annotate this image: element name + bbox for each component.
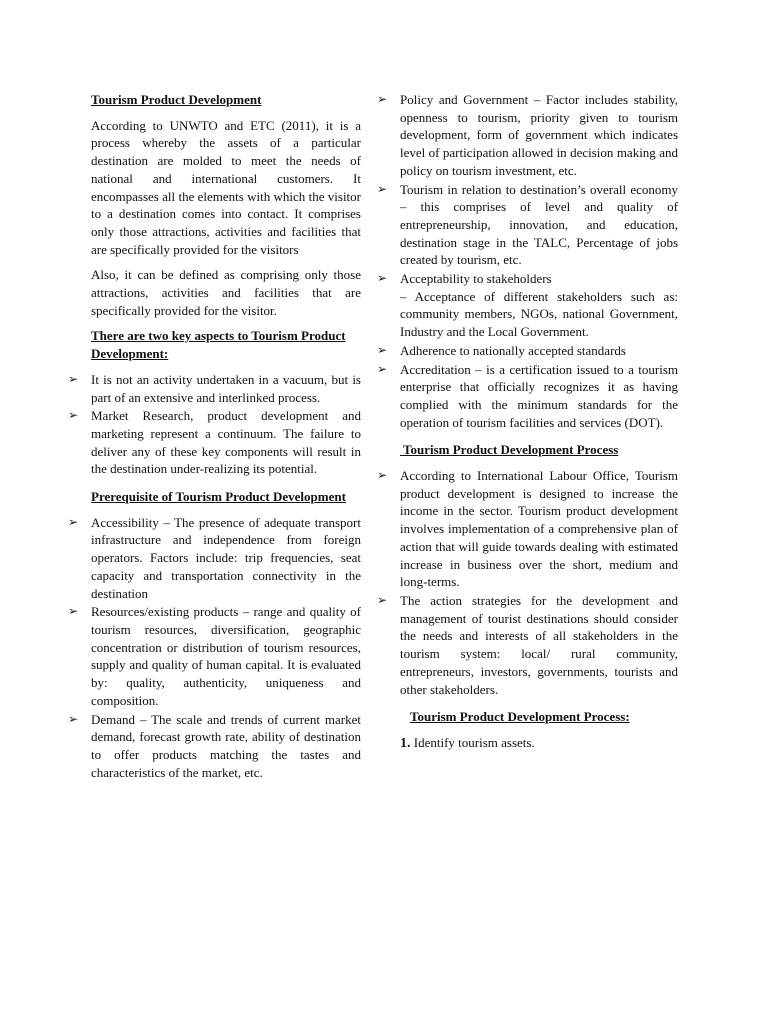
prerequisite-list [68, 514, 361, 782]
numbered-step [400, 734, 678, 753]
list-item-text: Tourism in relation to destination’s overall economy – this comprises of level and quality of entrepreneurship, innovation, and education, destination stage in the TALC, Percentage of jobs created by tourism, etc. [400, 181, 678, 268]
section-heading-development-process-steps: Tourism Product Development Process: [410, 709, 630, 725]
list-item-text: It is not an activity undertaken in a vacuum, but is part of an extensive and interlinked process. [91, 371, 361, 405]
list-item-text: Resources/existing products – range and quality of tourism resources, diversification, geographic concentration or distribution of tourism resources, supply and quality of human capital. It is evaluated by: quality, authenticity, uniqueness and composition. [91, 604, 361, 708]
arrow-bullet-icon: ➢ [377, 468, 388, 483]
arrow-bullet-icon: ➢ [68, 604, 79, 619]
list-item [377, 361, 678, 432]
section-heading-development-process: Tourism Product Development Process [400, 442, 619, 458]
list-item [68, 603, 361, 709]
arrow-bullet-icon: ➢ [377, 361, 388, 376]
arrow-bullet-icon: ➢ [377, 271, 388, 286]
right-column [377, 91, 678, 753]
process-list [377, 467, 678, 698]
section-heading-key-aspects: There are two key aspects to Tourism Product Development: [91, 328, 346, 362]
list-item [377, 91, 678, 180]
definition-paragraph: According to UNWTO and ETC (2011), it is a process whereby the assets of a particular destination are molded to meet the needs of national and international customers. It encompasses all the elements with which the visitor to a destination comes into contact. It comprises only those attractions, activities and facilities that are specifically provided for the visitors [91, 117, 361, 257]
list-item [68, 371, 361, 406]
step-text: Identify tourism assets. [410, 734, 535, 750]
list-item-text: According to International Labour Office, Tourism product development is designed to increase the income in the sector. Tourism product development involves implementation of a comprehensive plan of action that will guide towards dealing with estimated increase in business over the short, medium and long-terms. [400, 468, 678, 590]
list-item [377, 592, 678, 698]
list-item [377, 342, 678, 360]
section-heading-tourism-product-development: Tourism Product Development [91, 92, 262, 107]
key-aspects-list [68, 371, 361, 478]
list-item-text: Market Research, product development and marketing represent a continuum. The failure to deliver any of these key components will result in the destination under-realizing its potential. [91, 408, 361, 477]
section-heading-prerequisite: Prerequisite of Tourism Product Development [91, 489, 346, 505]
arrow-bullet-icon: ➢ [377, 342, 388, 357]
arrow-bullet-icon: ➢ [68, 711, 79, 726]
list-item [377, 181, 678, 270]
acceptability-detail: – Acceptance of different stakeholders such as: community members, NGOs, national Government, Industry and the Local Government. [400, 288, 678, 340]
arrow-bullet-icon: ➢ [68, 514, 79, 529]
list-item-text: Accreditation – is a certification issued to a tourism enterprise that officially recognizes it as having complied with the minimum standards for the operation of tourism facilities and services (DOT). [400, 361, 678, 430]
list-item-text: Demand – The scale and trends of current market demand, forecast growth rate, ability of destination to offer products matching the tastes and characteristics of the market, etc. [91, 711, 361, 780]
list-item [68, 407, 361, 478]
left-column [68, 91, 361, 791]
list-item-text: The action strategies for the development and management of tourist destinations should consider the needs and interests of all stakeholders in the tourism system: local/ rural community, entrepreneurs, investors, governments, tourists and other stakeholders. [400, 592, 678, 697]
prerequisite-continued-list [377, 91, 678, 431]
list-item [68, 514, 361, 603]
list-item-text: Accessibility – The presence of adequate transport infrastructure and independence from foreign operators. Factors include: trip frequencies, seat capacity and transportation connectivity in the destination [91, 514, 361, 601]
arrow-bullet-icon: ➢ [377, 592, 388, 607]
list-item [68, 711, 361, 782]
arrow-bullet-icon: ➢ [377, 181, 388, 196]
arrow-bullet-icon: ➢ [377, 92, 388, 106]
alternate-definition-paragraph: Also, it can be defined as comprising only those attractions, activities and facilities that are specifically provided for the visitor. [91, 267, 361, 318]
list-item [377, 270, 678, 341]
step-number: 1. [400, 735, 411, 751]
list-item-text: Adherence to nationally accepted standards [400, 342, 626, 358]
arrow-bullet-icon: ➢ [68, 408, 79, 423]
arrow-bullet-icon: ➢ [68, 371, 79, 386]
list-item-text: Policy and Government – Factor includes stability, openness to tourism, priority given to tourism development, form of government which indicates level of participation allowed in decision making and policy on tourism investment, etc. [400, 92, 678, 178]
list-item-text: Acceptability to stakeholders [400, 271, 552, 287]
list-item [377, 467, 678, 591]
